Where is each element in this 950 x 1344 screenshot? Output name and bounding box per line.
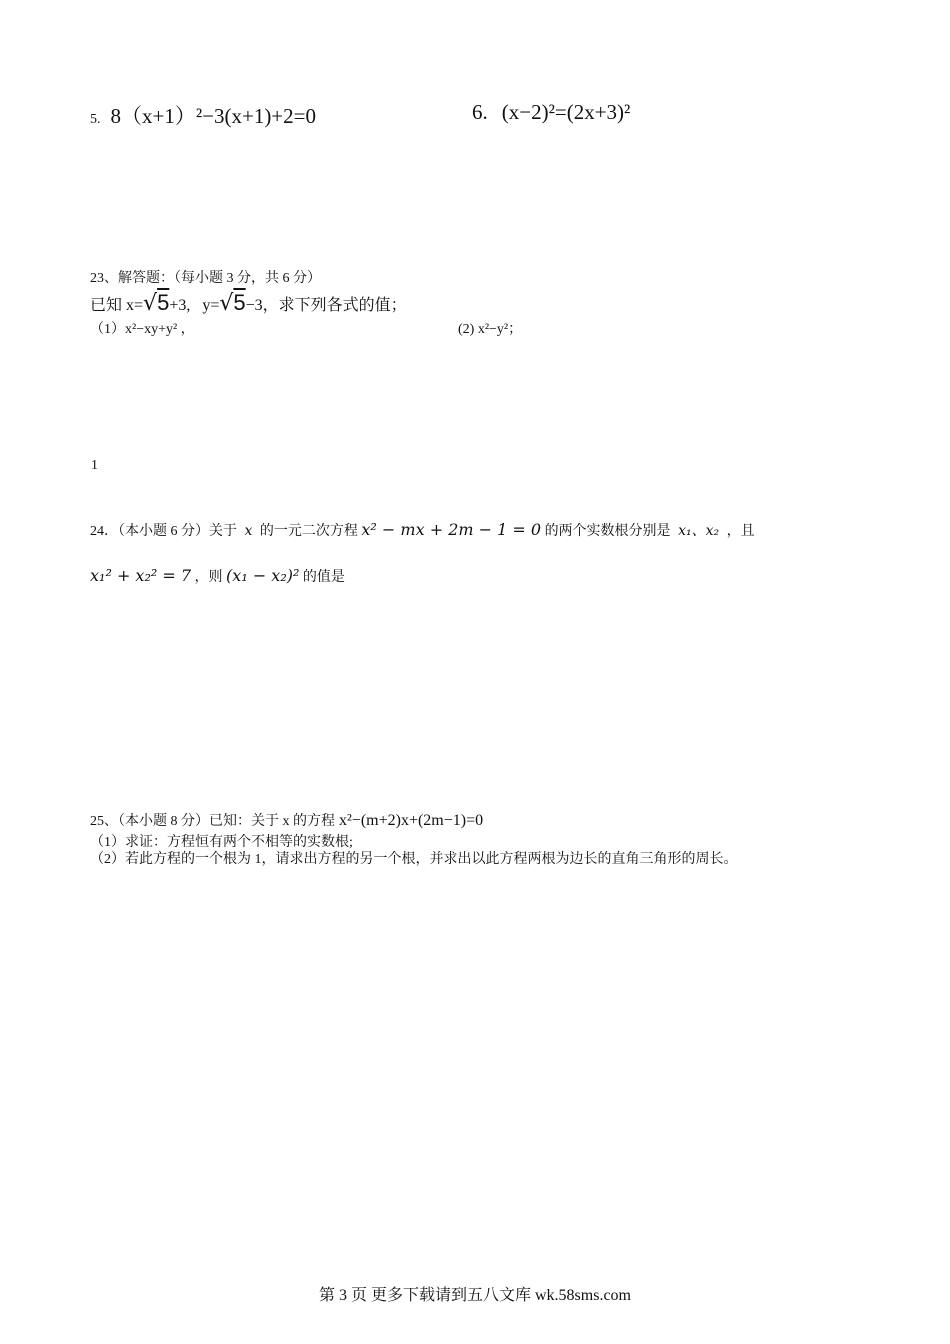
problem-6 — [472, 100, 630, 125]
problem-24-tail: ，且 — [726, 524, 755, 539]
problem-23-part-2: (2) x²−y²； — [458, 322, 523, 337]
stray-number: 1 — [91, 458, 98, 473]
problem-24-mid-2: 的两个实数根分别是 — [544, 524, 671, 539]
problem-6-equation: (x−2)²=(2x+3)² — [501, 100, 631, 124]
sqrt-radicand: 5 — [157, 290, 170, 315]
given-y-prefix: y= — [202, 297, 220, 314]
problem-25-title — [90, 810, 483, 830]
problem-5-equation: 8（x+1）²−3(x+1)+2=0 — [110, 104, 316, 128]
problem-25-part-2: （2）若此方程的一个根为 1，请求出方程的另一个根，并求出以此方程两根为边长的直角三角形的周长。 — [90, 852, 738, 867]
problem-24-then: ，则 — [194, 570, 223, 585]
sqrt-five-y: √5 — [219, 290, 246, 316]
problem-24-var-x: x — [244, 523, 253, 539]
problem-24-target: (x₁ − x₂)² — [226, 566, 300, 585]
problem-25-equation: x²−(m+2)x+(2m−1)=0 — [339, 812, 484, 829]
problem-24-condition: x₁² + x₂² = 7 — [90, 566, 192, 585]
problem-25-title-prefix: 25、（本小题 8 分）已知：关于 x 的方程 — [90, 814, 335, 829]
problem-25-part-1: （1）求证：方程恒有两个不相等的实数根; — [90, 835, 353, 850]
problem-24-ask: 的值是 — [302, 570, 345, 585]
problem-23-given — [90, 290, 407, 316]
problem-24-intro: 24．（本小题 6 分）关于 — [90, 524, 237, 539]
problem-5 — [90, 100, 316, 130]
given-y-tail: −3，求下列各式的值； — [245, 297, 407, 314]
problem-24-line-2 — [90, 566, 345, 586]
sqrt-five-x: √5 — [143, 290, 170, 316]
problem-24-line-1 — [90, 520, 755, 540]
given-x-prefix: 已知 x= — [90, 297, 144, 314]
problem-6-number: 6. — [472, 100, 488, 124]
problem-23-part-1: （1）x²−xy+y² ， — [90, 322, 195, 337]
problem-24-roots: x₁、x₂ — [678, 523, 720, 539]
problem-5-number: 5. — [90, 112, 101, 127]
problem-24-mid-1: 的一元二次方程 — [259, 524, 358, 539]
given-x-tail: +3, — [169, 297, 191, 314]
sqrt-radicand-y: 5 — [233, 290, 246, 315]
problem-24-equation: x² − mx + 2m − 1 = 0 — [361, 520, 542, 539]
problem-23-title: 23、解答题：（每小题 3 分，共 6 分） — [90, 271, 321, 286]
page-footer: 第 3 页 更多下载请到五八文库 wk.58sms.com — [318, 1287, 631, 1304]
